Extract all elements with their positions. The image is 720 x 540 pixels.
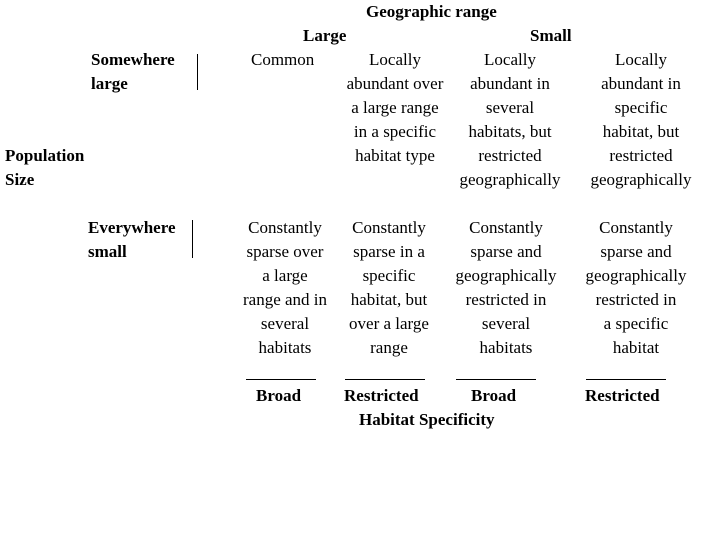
cell-bottom-col4-line: a specific (603, 314, 669, 333)
cell-bottom-col3 (436, 216, 576, 360)
cell-top-col2-line: Locally (369, 50, 421, 69)
cell-top-col3-line: abundant in (470, 74, 550, 93)
cell-bottom-col1-line: a large (262, 266, 308, 285)
cell-bottom-col3-line: geographically (455, 266, 557, 285)
cell-top-col3 (440, 48, 580, 192)
everywhere-small-label-line2: small (88, 242, 127, 261)
cell-bottom-col4 (568, 216, 704, 360)
cell-bottom-col2-line: specific (362, 266, 416, 285)
population-size-title-line1: Population (5, 146, 85, 165)
cell-bottom-col1-line: sparse over (246, 242, 324, 261)
cell-bottom-col1 (230, 216, 340, 360)
cell-top-col4 (576, 48, 706, 192)
cell-top-col4-line: restricted (609, 146, 673, 165)
cell-bottom-col3-line: habitats (479, 338, 533, 357)
cell-top-col3-line: several (485, 98, 535, 117)
cell-top-col2-line: in a specific (353, 122, 437, 141)
cell-bottom-col4-line: habitat (612, 338, 660, 357)
cell-top-col4-line: specific (614, 98, 668, 117)
cell-top-col4-line: abundant in (601, 74, 681, 93)
cell-bottom-col2 (336, 216, 442, 360)
cell-bottom-col1-line: range and in (242, 290, 328, 309)
cell-top-col3-line: Locally (484, 50, 536, 69)
broad-underline-2 (456, 379, 536, 380)
everywhere-small-label-line1: Everywhere (88, 218, 176, 237)
broad-underline-1 (246, 379, 316, 380)
habitat-specificity-title: Habitat Specificity (359, 410, 495, 429)
habitat-restricted-label-1: Restricted (344, 386, 419, 405)
habitat-broad-label-1: Broad (256, 386, 302, 405)
habitat-broad-label-2: Broad (471, 386, 517, 405)
cell-bottom-col4-line: Constantly (599, 218, 673, 237)
cell-top-col4-line: habitat, but (602, 122, 680, 141)
cell-bottom-col1-line: habitats (258, 338, 312, 357)
restricted-underline-1 (345, 379, 425, 380)
cell-top-col3-line: habitats, but (468, 122, 552, 141)
cell-top-col4-line: Locally (615, 50, 667, 69)
cell-bottom-col4-line: restricted in (595, 290, 677, 309)
cell-top-col2-line: habitat type (355, 146, 435, 165)
cell-top-col2-line: a large range (351, 98, 439, 117)
somewhere-large-label-line1: Somewhere (91, 50, 175, 69)
cell-top-col3-line: restricted (478, 146, 542, 165)
geographic-range-title: Geographic range (366, 2, 497, 21)
cell-bottom-col3-line: Constantly (469, 218, 543, 237)
habitat-restricted-label-2: Restricted (585, 386, 660, 405)
cell-bottom-col2-line: over a large (349, 314, 429, 333)
restricted-underline-2 (586, 379, 666, 380)
somewhere-bracket-line (197, 54, 198, 90)
everywhere-bracket-line (192, 220, 193, 258)
cell-bottom-col2-line: sparse in a (353, 242, 425, 261)
cell-bottom-col3-line: sparse and (470, 242, 542, 261)
cell-top-col2-line: abundant over (346, 74, 444, 93)
somewhere-large-label-line2: large (91, 74, 128, 93)
population-size-title-line2: Size (5, 170, 35, 189)
geographic-range-large: Large (303, 26, 347, 45)
cell-top-col3-line: geographically (459, 170, 561, 189)
cell-common: Common (251, 50, 315, 69)
cell-bottom-col4-line: geographically (585, 266, 687, 285)
cell-bottom-col4-line: sparse and (600, 242, 672, 261)
cell-bottom-col1-line: several (260, 314, 310, 333)
cell-bottom-col3-line: several (481, 314, 531, 333)
cell-bottom-col3-line: restricted in (465, 290, 547, 309)
geographic-range-small: Small (530, 26, 572, 45)
cell-bottom-col2-line: Constantly (352, 218, 426, 237)
cell-bottom-col2-line: habitat, but (350, 290, 428, 309)
cell-bottom-col1-line: Constantly (248, 218, 322, 237)
cell-bottom-col2-line: range (370, 338, 408, 357)
cell-top-col4-line: geographically (590, 170, 692, 189)
